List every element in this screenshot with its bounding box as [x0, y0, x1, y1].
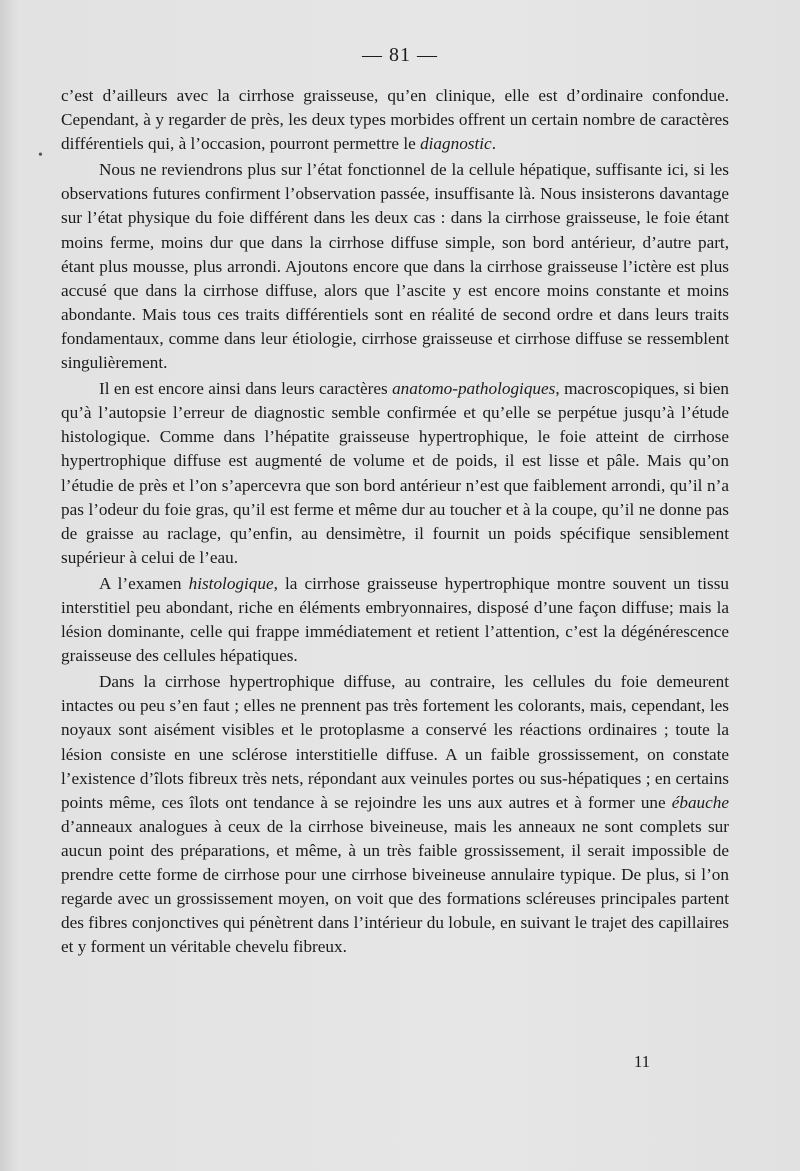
paragraph	[61, 84, 729, 156]
page-number: — 81 —	[362, 44, 438, 66]
paragraph	[61, 158, 729, 375]
italic-term: diagnostic	[420, 134, 492, 154]
signature-mark: 11	[633, 1052, 651, 1071]
text-run: Nous ne reviendrons plus sur l’état fonctionnel de la cellule hépatique, suffisante ici, si les observations futures confirment l’observation passée, insuffisante là. Nous insisterons davantage sur l’état physique du foie différent dans les deux cas : dans la cirrhose graisseuse, le foie étant moins ferme, moins dur que dans la cirrhose diffuse simple, son bord antérieur, d’autre part, étant plus mousse, plus arrondi. Ajoutons encore que dans la cirrhose graisseuse l’ictère est plus accusé que dans la cirrhose diffuse, alors que l’ascite y est encore moins constante et moins abondante. Mais tous ces traits différentiels sont en réalité de second ordre et dans leurs traits fondamentaux, comme dans leur étiologie, cirrhose graisseuse et cirrhose diffuse se ressemblent singulièrement.	[61, 160, 729, 373]
text-run: c’est d’ailleurs avec la cirrhose graisseuse, qu’en clinique, elle est d’ordinaire confondue. Cependant, à y regarder de près, les deux types morbides offrent un certain nombre de caractères différentiels qui, à l’occasion, pourront permettre le	[61, 86, 729, 154]
margin-mark: •	[38, 148, 43, 163]
paragraph	[61, 572, 729, 668]
text-run: , la cirrhose graisseuse hypertrophique montre souvent un tissu interstitiel peu abondant, riche en éléments embryonnaires, disposé d’une façon diffuse; mais la lésion dominante, celle qui frappe immédiatement et retient l’attention, c’est la dégénérescence graisseuse des cellules hépatiques.	[61, 573, 730, 666]
text-run: Il en est encore ainsi dans leurs caractères	[99, 379, 393, 399]
paragraph	[61, 377, 729, 570]
text-run: .	[491, 134, 496, 154]
paragraph	[61, 670, 729, 959]
text-run: A l’examen	[99, 573, 189, 593]
text-run: Dans la cirrhose hypertrophique diffuse, au contraire, les cellules du foie demeurent intactes ou peu s’en faut ; elles ne prennent pas très fortement les colorants, mais, cependant, les noyaux sont aisément visibles et le protoplasme a conservé les réactions ordinaires ; toute la lésion consiste en une sclérose interstitielle diffuse. A un faible grossissement, on constate l’existence d’îlots fibreux très nets, répondant aux veinules portes ou sus-hépatiques ; en certains points même, ces îlots ont tendance à se rejoindre les uns aux autres et à former une	[61, 672, 729, 812]
body-text	[61, 84, 729, 959]
italic-term: ébauche	[671, 792, 729, 812]
italic-term: anatomo-pathologiques	[392, 379, 556, 399]
text-run: d’anneaux analogues à ceux de la cirrhose biveineuse, mais les anneaux ne sont complets sur aucun point des préparations, et même, à un très faible grossissement, il serait impossible de prendre cette forme de cirrhose pour une cirrhose biveineuse annulaire typique. De plus, si l’on regarde avec un grossissement moyen, on voit que des formations scléreuses principales partent des fibres conjonctives qui pénètrent dans l’intérieur du lobule, en suivant le trajet des capillaires et y forment un véritable chevelu fibreux.	[61, 816, 729, 957]
italic-term: histologique	[188, 573, 274, 593]
text-run: , macroscopiques, si bien qu’à l’autopsie l’erreur de diagnostic semble confirmée et qu’elle se perpétue jusqu’à l’étude histologique. Comme dans l’hépatite graisseuse hypertrophique, le foie atteint de cirrhose hypertrophique diffuse est augmenté de volume et de poids, il est lisse et pâle. Mais qu’on l’étudie de près et l’on s’apercevra que son bord antérieur n’est que faiblement arrondi, qu’il n’a pas l’odeur du foie gras, qu’il est ferme et même dur au toucher et à la coupe, qu’il ne donne pas de graisse au raclage, qu’enfin, au densimètre, il fournit un poids spécifique sensiblement supérieur à celui de l’eau.	[61, 379, 729, 567]
